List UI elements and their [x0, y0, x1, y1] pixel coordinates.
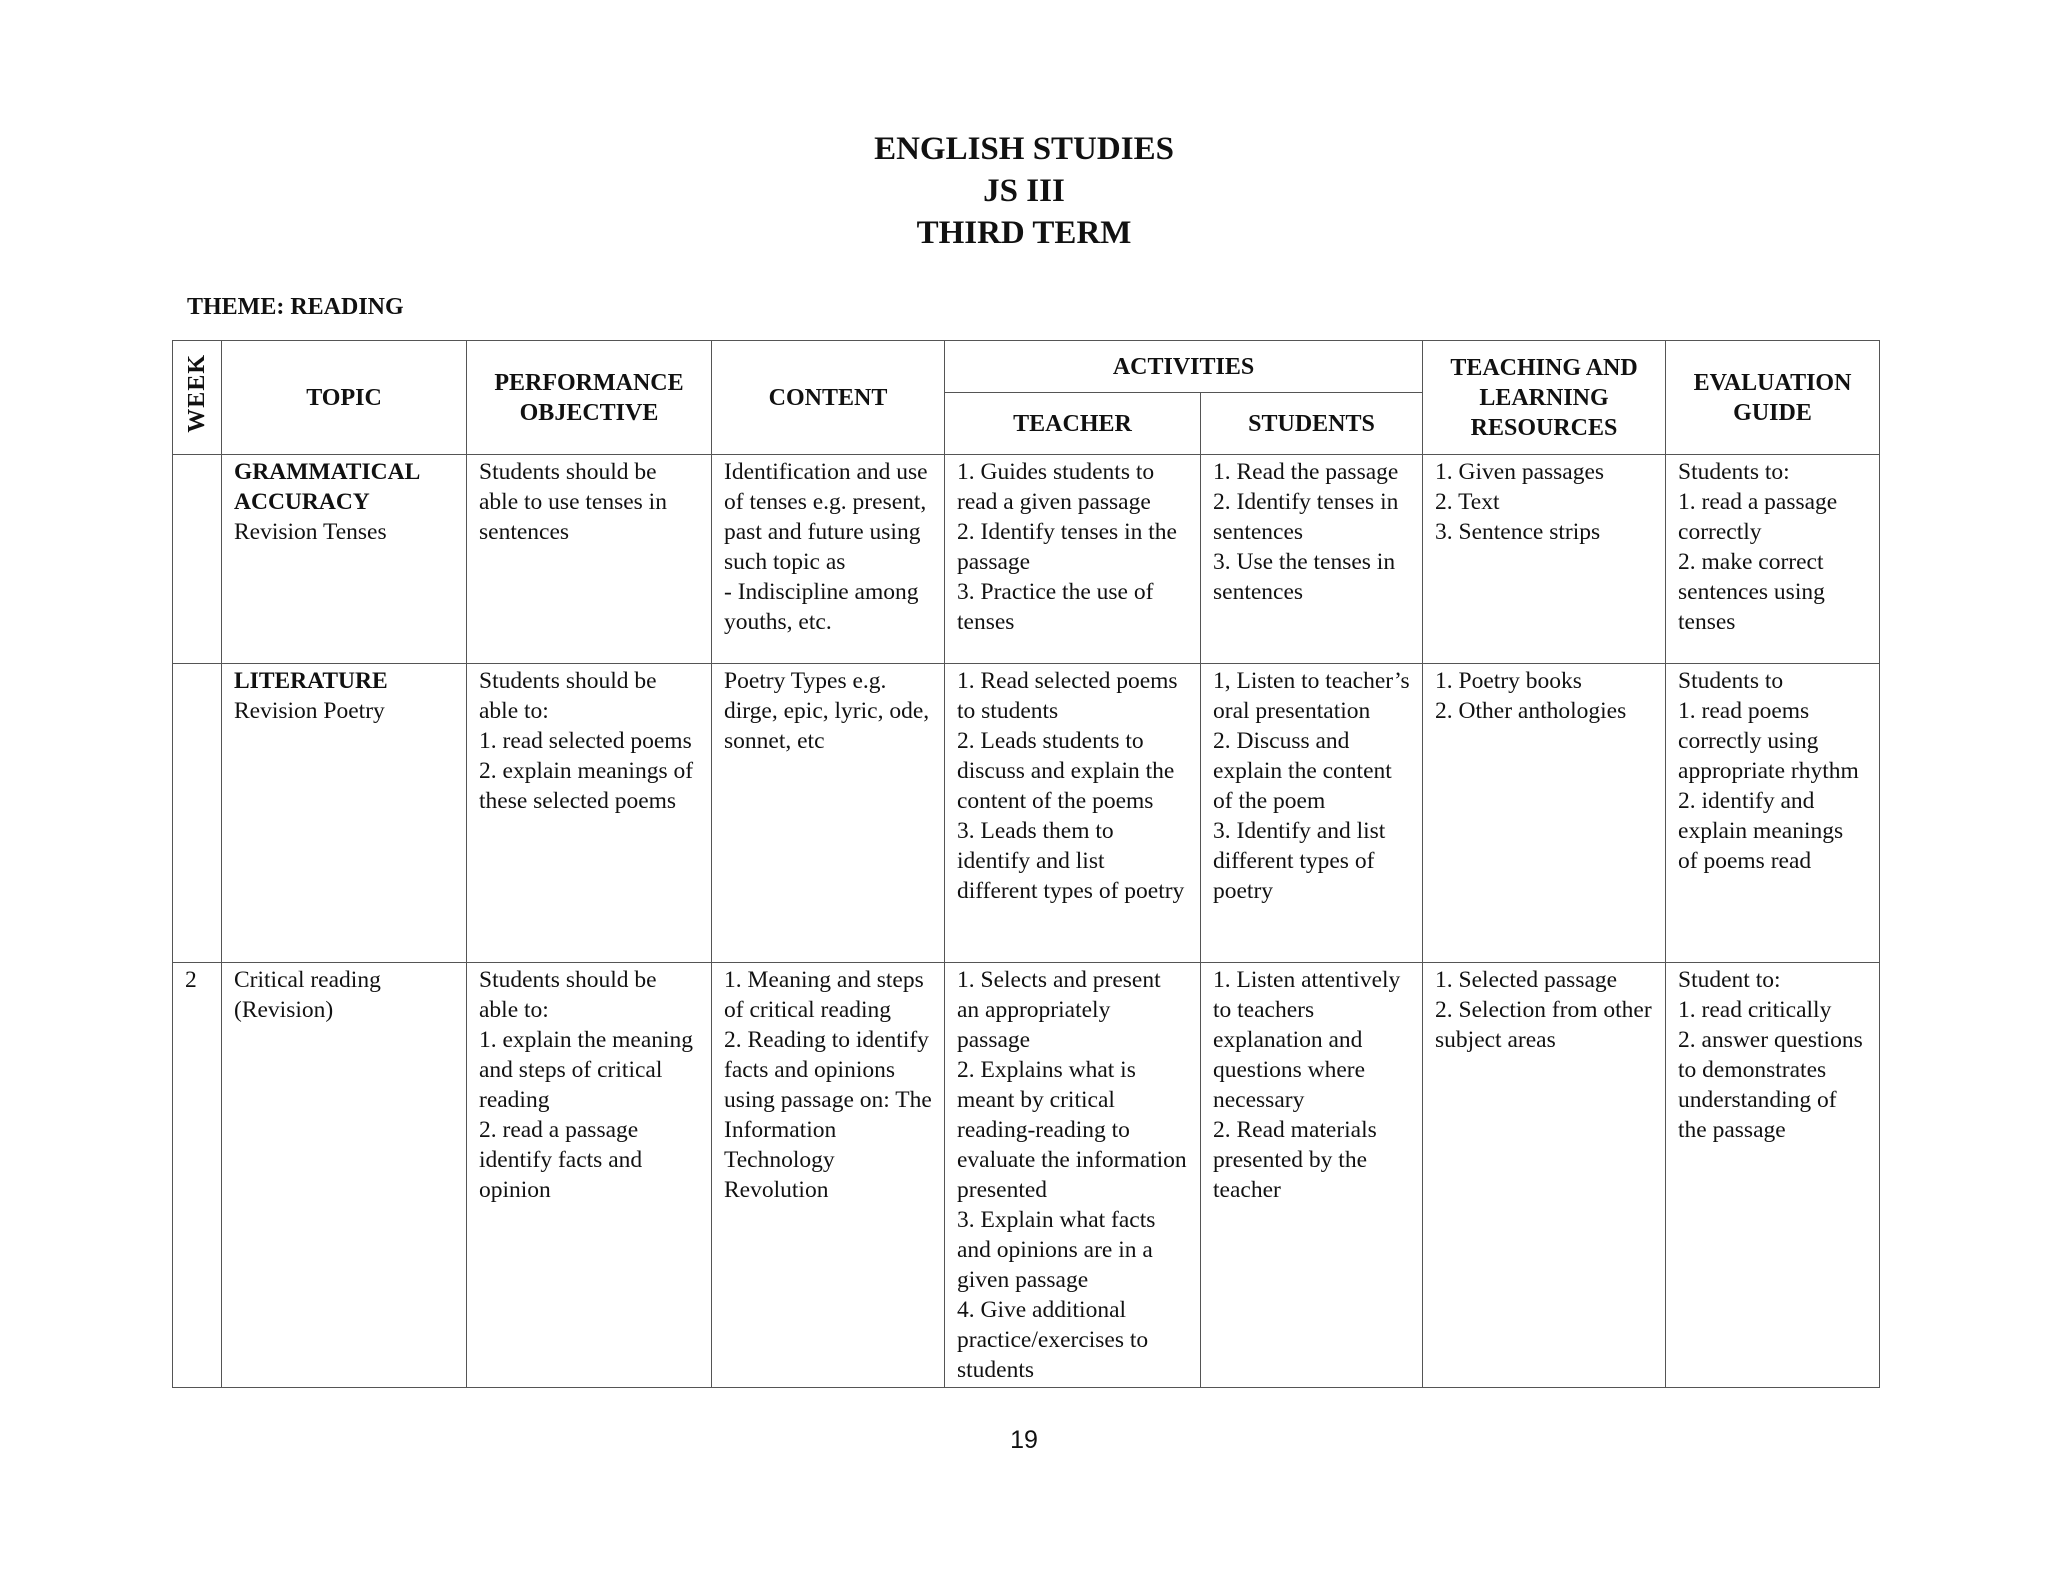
student-activity-line: 2. Identify tenses in sentences — [1213, 489, 1399, 545]
teacher-activity-cell — [945, 963, 1201, 1388]
title-line-subject: ENGLISH STUDIES — [874, 131, 1174, 167]
teacher-activity-line: 3. Practice the use of tenses — [957, 579, 1154, 635]
resource-line: 2. Text — [1435, 489, 1500, 515]
topic-subtitle: Critical reading (Revision) — [234, 967, 381, 1023]
resource-line: 3. Sentence strips — [1435, 519, 1601, 545]
evaluation-line: 1. read a passage correctly — [1678, 489, 1838, 545]
header-teacher: TEACHER — [945, 393, 1201, 455]
header-students: STUDENTS — [1201, 393, 1423, 455]
content-line: - Indiscipline among youths, etc. — [724, 579, 919, 635]
student-activity-line: 1. Listen attentively to teachers explanation and questions where necessary — [1213, 967, 1401, 1113]
week-cell — [173, 664, 222, 963]
content-cell — [712, 963, 945, 1388]
header-activities: ACTIVITIES — [945, 341, 1423, 393]
content-line: 2. Reading to identify facts and opinions using passage on: The Information Technology Revolution — [724, 1027, 932, 1203]
header-week-label: WEEK — [184, 354, 210, 433]
header-topic: TOPIC — [222, 341, 467, 455]
teacher-activity-line: 2. Identify tenses in the passage — [957, 519, 1177, 575]
evaluation-line: Students to: — [1678, 459, 1790, 485]
student-activity-line: 3. Identify and list different types of poetry — [1213, 818, 1386, 904]
evaluation-line: 2. answer questions to demonstrates understanding of the passage — [1678, 1027, 1863, 1143]
evaluation-line: Student to: — [1678, 967, 1781, 993]
evaluation-line: 1. read critically — [1678, 997, 1832, 1023]
teacher-activity-cell — [945, 664, 1201, 963]
content-line: Identification and use of tenses e.g. present, past and future using such topic as — [724, 459, 928, 575]
teacher-activity-line: 3. Leads them to identify and list different types of poetry — [957, 818, 1185, 904]
header-objective: PERFORMANCE OBJECTIVE — [467, 341, 712, 455]
header-content: CONTENT — [712, 341, 945, 455]
header-evaluation: EVALUATION GUIDE — [1666, 341, 1880, 455]
resource-line: 1. Selected passage — [1435, 967, 1618, 993]
teacher-activity-line: 2. Explains what is meant by critical reading-reading to evaluate the information presented — [957, 1057, 1187, 1203]
teacher-activity-line: 2. Leads students to discuss and explain the content of the poems — [957, 728, 1175, 814]
student-activity-cell — [1201, 963, 1423, 1388]
evaluation-line: 2. identify and explain meanings of poems read — [1678, 788, 1844, 874]
evaluation-cell — [1666, 963, 1880, 1388]
evaluation-line: Students to — [1678, 668, 1784, 694]
teacher-activity-line: 1. Selects and present an appropriately passage — [957, 967, 1161, 1053]
content-cell — [712, 664, 945, 963]
evaluation-line: 2. make correct sentences using tenses — [1678, 549, 1825, 635]
objective-line: Students should be able to: — [479, 668, 657, 724]
topic-subtitle: Revision Tenses — [234, 519, 387, 545]
objective-cell — [467, 455, 712, 664]
teacher-activity-line: 1. Read selected poems to students — [957, 668, 1178, 724]
table-row — [173, 455, 1880, 664]
objective-line: 1. read selected poems — [479, 728, 692, 754]
content-line: Poetry Types e.g. dirge, epic, lyric, ode, sonnet, etc — [724, 668, 930, 754]
resource-line: 2. Selection from other subject areas — [1435, 997, 1652, 1053]
objective-line: Students should be able to: — [479, 967, 657, 1023]
student-activity-line: 2. Discuss and explain the content of the poem — [1213, 728, 1392, 814]
header-week — [173, 341, 222, 455]
topic-heading: GRAMMATICAL ACCURACY — [234, 459, 419, 515]
student-activity-line: 2. Read materials presented by the teacher — [1213, 1117, 1377, 1203]
resources-cell — [1423, 963, 1666, 1388]
teacher-activity-line: 4. Give additional practice/exercises to students — [957, 1297, 1149, 1383]
objective-cell — [467, 963, 712, 1388]
student-activity-line: 3. Use the tenses in sentences — [1213, 549, 1396, 605]
objective-line: 2. explain meanings of these selected poems — [479, 758, 694, 814]
student-activity-line: 1. Read the passage — [1213, 459, 1399, 485]
student-activity-cell — [1201, 455, 1423, 664]
student-activity-line: 1, Listen to teacher’s oral presentation — [1213, 668, 1410, 724]
content-line: 1. Meaning and steps of critical reading — [724, 967, 924, 1023]
student-activity-cell — [1201, 664, 1423, 963]
scheme-of-work-table — [172, 340, 1880, 1388]
title-line-class: JS III — [983, 173, 1065, 209]
table-row — [173, 664, 1880, 963]
week-cell — [173, 455, 222, 664]
resources-cell — [1423, 664, 1666, 963]
evaluation-line: 1. read poems correctly using appropriate rhythm — [1678, 698, 1859, 784]
resource-line: 1. Given passages — [1435, 459, 1605, 485]
document-title — [0, 128, 2048, 254]
topic-cell — [222, 455, 467, 664]
objective-line: 1. explain the meaning and steps of critical reading — [479, 1027, 694, 1113]
teacher-activity-line: 3. Explain what facts and opinions are in a given passage — [957, 1207, 1156, 1293]
theme-heading: THEME: READING — [187, 294, 404, 320]
topic-subtitle: Revision Poetry — [234, 698, 385, 724]
topic-cell — [222, 963, 467, 1388]
teacher-activity-cell — [945, 455, 1201, 664]
evaluation-cell — [1666, 455, 1880, 664]
evaluation-cell — [1666, 664, 1880, 963]
table-row — [173, 963, 1880, 1388]
topic-heading: LITERATURE — [234, 668, 388, 694]
objective-line: 2. read a passage identify facts and opinion — [479, 1117, 643, 1203]
objective-line: Students should be able to use tenses in sentences — [479, 459, 667, 545]
header-resources: TEACHING AND LEARNING RESOURCES — [1423, 341, 1666, 455]
title-line-term: THIRD TERM — [916, 215, 1132, 251]
resource-line: 2. Other anthologies — [1435, 698, 1627, 724]
teacher-activity-line: 1. Guides students to read a given passage — [957, 459, 1155, 515]
content-cell — [712, 455, 945, 664]
resources-cell — [1423, 455, 1666, 664]
resource-line: 1. Poetry books — [1435, 668, 1582, 694]
week-cell: 2 — [173, 963, 222, 1388]
topic-cell — [222, 664, 467, 963]
page-number: 19 — [1010, 1426, 1038, 1454]
objective-cell — [467, 664, 712, 963]
